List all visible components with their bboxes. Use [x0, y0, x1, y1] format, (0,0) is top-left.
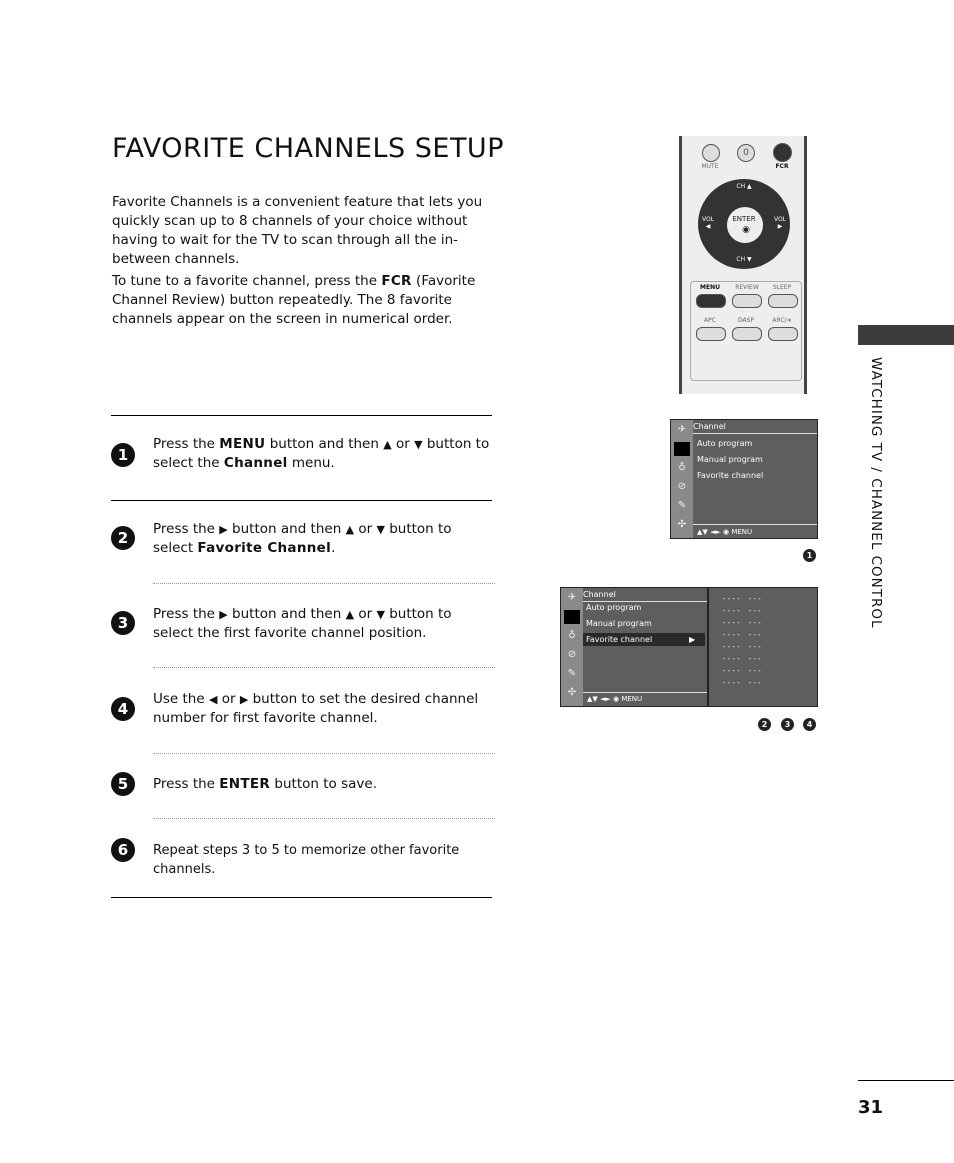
channel-keyword: Channel: [223, 455, 288, 471]
step-badge: 4: [803, 718, 816, 731]
step-text: button and then: [265, 436, 384, 452]
step-text: Press the: [153, 606, 220, 622]
step-text: button to select the first favorite channel position.: [153, 606, 452, 641]
step-3-text: [153, 605, 493, 643]
up-arrow-icon: ▲: [345, 608, 355, 621]
osd-divider: [693, 433, 817, 434]
dotted-divider: [153, 667, 495, 668]
favorite-slot: - - - - - - -: [723, 595, 761, 603]
divider: [111, 897, 492, 898]
enter-keyword: ENTER: [219, 776, 271, 792]
step-badge: 3: [781, 718, 794, 731]
step-text: .: [331, 540, 336, 556]
step-text: Press the: [153, 436, 220, 452]
menu-button[interactable]: [696, 294, 726, 308]
step-text: button to select the: [153, 436, 490, 471]
intro-text: To tune to a favorite channel, press the: [112, 273, 382, 289]
enter-icon: ◉: [742, 225, 750, 235]
osd-item-manual-program: Manual program: [586, 619, 652, 628]
right-arrow-icon: ▶: [239, 693, 249, 706]
favorite-slot: - - - - - - -: [723, 607, 761, 615]
step-badge: 1: [803, 549, 816, 562]
apc-button[interactable]: [696, 327, 726, 341]
step-text: or: [354, 521, 377, 537]
intro-text: (Favorite Channel Review) button repeatedly. The 8 favorite channels appear on the screen in numerical order.: [112, 273, 476, 327]
left-arrow-icon: ◀: [208, 693, 218, 706]
dasp-label: DASP: [737, 317, 755, 324]
lock-icon: ✣: [677, 519, 687, 530]
review-button[interactable]: [732, 294, 762, 308]
osd-item-favorite-channel: Favorite channel: [586, 635, 653, 644]
dotted-divider: [153, 583, 495, 584]
osd-divider: [693, 524, 817, 525]
step-text: button to select: [153, 521, 452, 556]
osd-channel-menu: [670, 419, 818, 539]
ch-down-button[interactable]: CH ▼: [736, 256, 752, 263]
up-arrow-icon: ▲: [345, 523, 355, 536]
apc-label: APC: [704, 317, 716, 324]
time-icon: ⊘: [677, 481, 687, 492]
osd-channel-menu-favorite: [560, 587, 708, 707]
page-title: FAVORITE CHANNELS SETUP: [112, 133, 504, 164]
step-5-text: [153, 775, 493, 794]
fcr-button[interactable]: [773, 143, 792, 162]
favorite-slot: - - - - - - -: [723, 667, 761, 675]
page-number: 31: [858, 1097, 884, 1118]
step-text: button and then: [227, 521, 346, 537]
audio-icon: ♁: [568, 630, 576, 641]
right-arrow-icon: ▶: [689, 635, 696, 644]
section-tab: [858, 325, 954, 345]
mute-button[interactable]: [702, 144, 720, 162]
enter-label: ENTER: [732, 215, 756, 223]
step-number: 4: [111, 697, 135, 721]
intro-paragraph-1: Favorite Channels is a convenient feature that lets you quickly scan up to 8 channels of your choice without having to wait for the TV to scan through all the in-between channels.: [112, 194, 483, 267]
osd-footer: ▲▼ ◄► ◉ MENU: [697, 528, 753, 536]
picture-icon: [674, 442, 690, 456]
favorite-slot: - - - - - - -: [723, 619, 761, 627]
step-1-text: [153, 435, 493, 473]
osd-item-auto-program: Auto program: [586, 603, 642, 612]
osd-icon-bar: [561, 588, 583, 706]
sleep-button[interactable]: [768, 294, 798, 308]
antenna-icon: ✈: [677, 424, 687, 435]
step-text: Press the: [153, 521, 220, 537]
step-number: 6: [111, 838, 135, 862]
step-text: menu.: [287, 455, 335, 471]
mute-label: MUTE: [701, 163, 719, 170]
antenna-icon: ✈: [567, 592, 577, 603]
down-arrow-icon: ▼: [414, 438, 423, 451]
ch-up-button[interactable]: CH ▲: [736, 183, 752, 190]
osd-header: Channel: [693, 422, 726, 431]
option-icon: ✎: [677, 500, 687, 511]
step-6-text: Repeat steps 3 to 5 to memorize other favorite channels.: [153, 843, 460, 877]
osd-divider: [583, 601, 707, 602]
dotted-divider: [153, 753, 495, 754]
lock-icon: ✣: [567, 687, 577, 698]
step-text: or: [391, 436, 415, 452]
osd-icon-bar: [671, 420, 693, 538]
right-arrow-icon: ▶: [219, 523, 228, 536]
up-arrow-icon: ▲: [383, 438, 392, 451]
dasp-button[interactable]: [732, 327, 762, 341]
review-label: REVIEW: [735, 284, 759, 291]
favorite-channel-keyword: Favorite Channel: [197, 540, 332, 556]
down-arrow-icon: ▼: [376, 608, 385, 621]
osd-favorite-slots: [708, 587, 818, 707]
step-text: button to save.: [270, 776, 377, 792]
step-number: 3: [111, 611, 135, 635]
step-text: or: [217, 691, 240, 707]
osd-item-favorite-channel: Favorite channel: [697, 471, 764, 480]
arc-button[interactable]: [768, 327, 798, 341]
osd-item-auto-program: Auto program: [697, 439, 753, 448]
dotted-divider: [153, 818, 495, 819]
sleep-label: SLEEP: [772, 284, 792, 291]
favorite-slot: - - - - - - -: [723, 631, 761, 639]
menu-label: MENU: [700, 284, 720, 291]
step-2-text: [153, 520, 493, 558]
page-number-rule: [858, 1080, 954, 1081]
option-icon: ✎: [567, 668, 577, 679]
favorite-slot: - - - - - - -: [723, 655, 761, 663]
vol-left-button[interactable]: VOL ◀: [701, 216, 715, 230]
section-title: WATCHING TV / CHANNEL CONTROL: [868, 357, 884, 629]
osd-item-manual-program: Manual program: [697, 455, 763, 464]
down-arrow-icon: ▼: [376, 523, 385, 536]
menu-keyword: MENU: [219, 436, 266, 452]
divider: [111, 500, 492, 501]
right-arrow-icon: ▶: [219, 608, 228, 621]
step-number: 5: [111, 772, 135, 796]
favorite-slot: - - - - - - -: [723, 643, 761, 651]
step-text: Press the: [153, 776, 220, 792]
step-badge: 2: [758, 718, 771, 731]
step-number: 1: [111, 443, 135, 467]
remote-control: [679, 136, 807, 394]
picture-icon: [564, 610, 580, 624]
time-icon: ⊘: [567, 649, 577, 660]
step-text: Use the: [153, 691, 209, 707]
step-text: or: [354, 606, 377, 622]
osd-header: Channel: [583, 590, 616, 599]
audio-icon: ♁: [678, 462, 686, 473]
osd-footer: ▲▼ ◄► ◉ MENU: [587, 695, 643, 703]
divider: [111, 415, 492, 416]
fcr-keyword: FCR: [381, 273, 412, 289]
zero-button[interactable]: 0: [737, 144, 755, 162]
osd-divider: [583, 692, 707, 693]
fcr-label: FCR: [775, 163, 789, 170]
step-text: button to set the desired channel number for first favorite channel.: [153, 691, 479, 726]
step-text: button and then: [227, 606, 346, 622]
favorite-slot: - - - - - - -: [723, 679, 761, 687]
step-4-text: [153, 690, 493, 728]
step-number: 2: [111, 526, 135, 550]
vol-right-button[interactable]: VOL ▶: [773, 216, 787, 230]
arc-label: ARC/∗: [772, 317, 792, 324]
intro-paragraph-2: [112, 272, 492, 329]
